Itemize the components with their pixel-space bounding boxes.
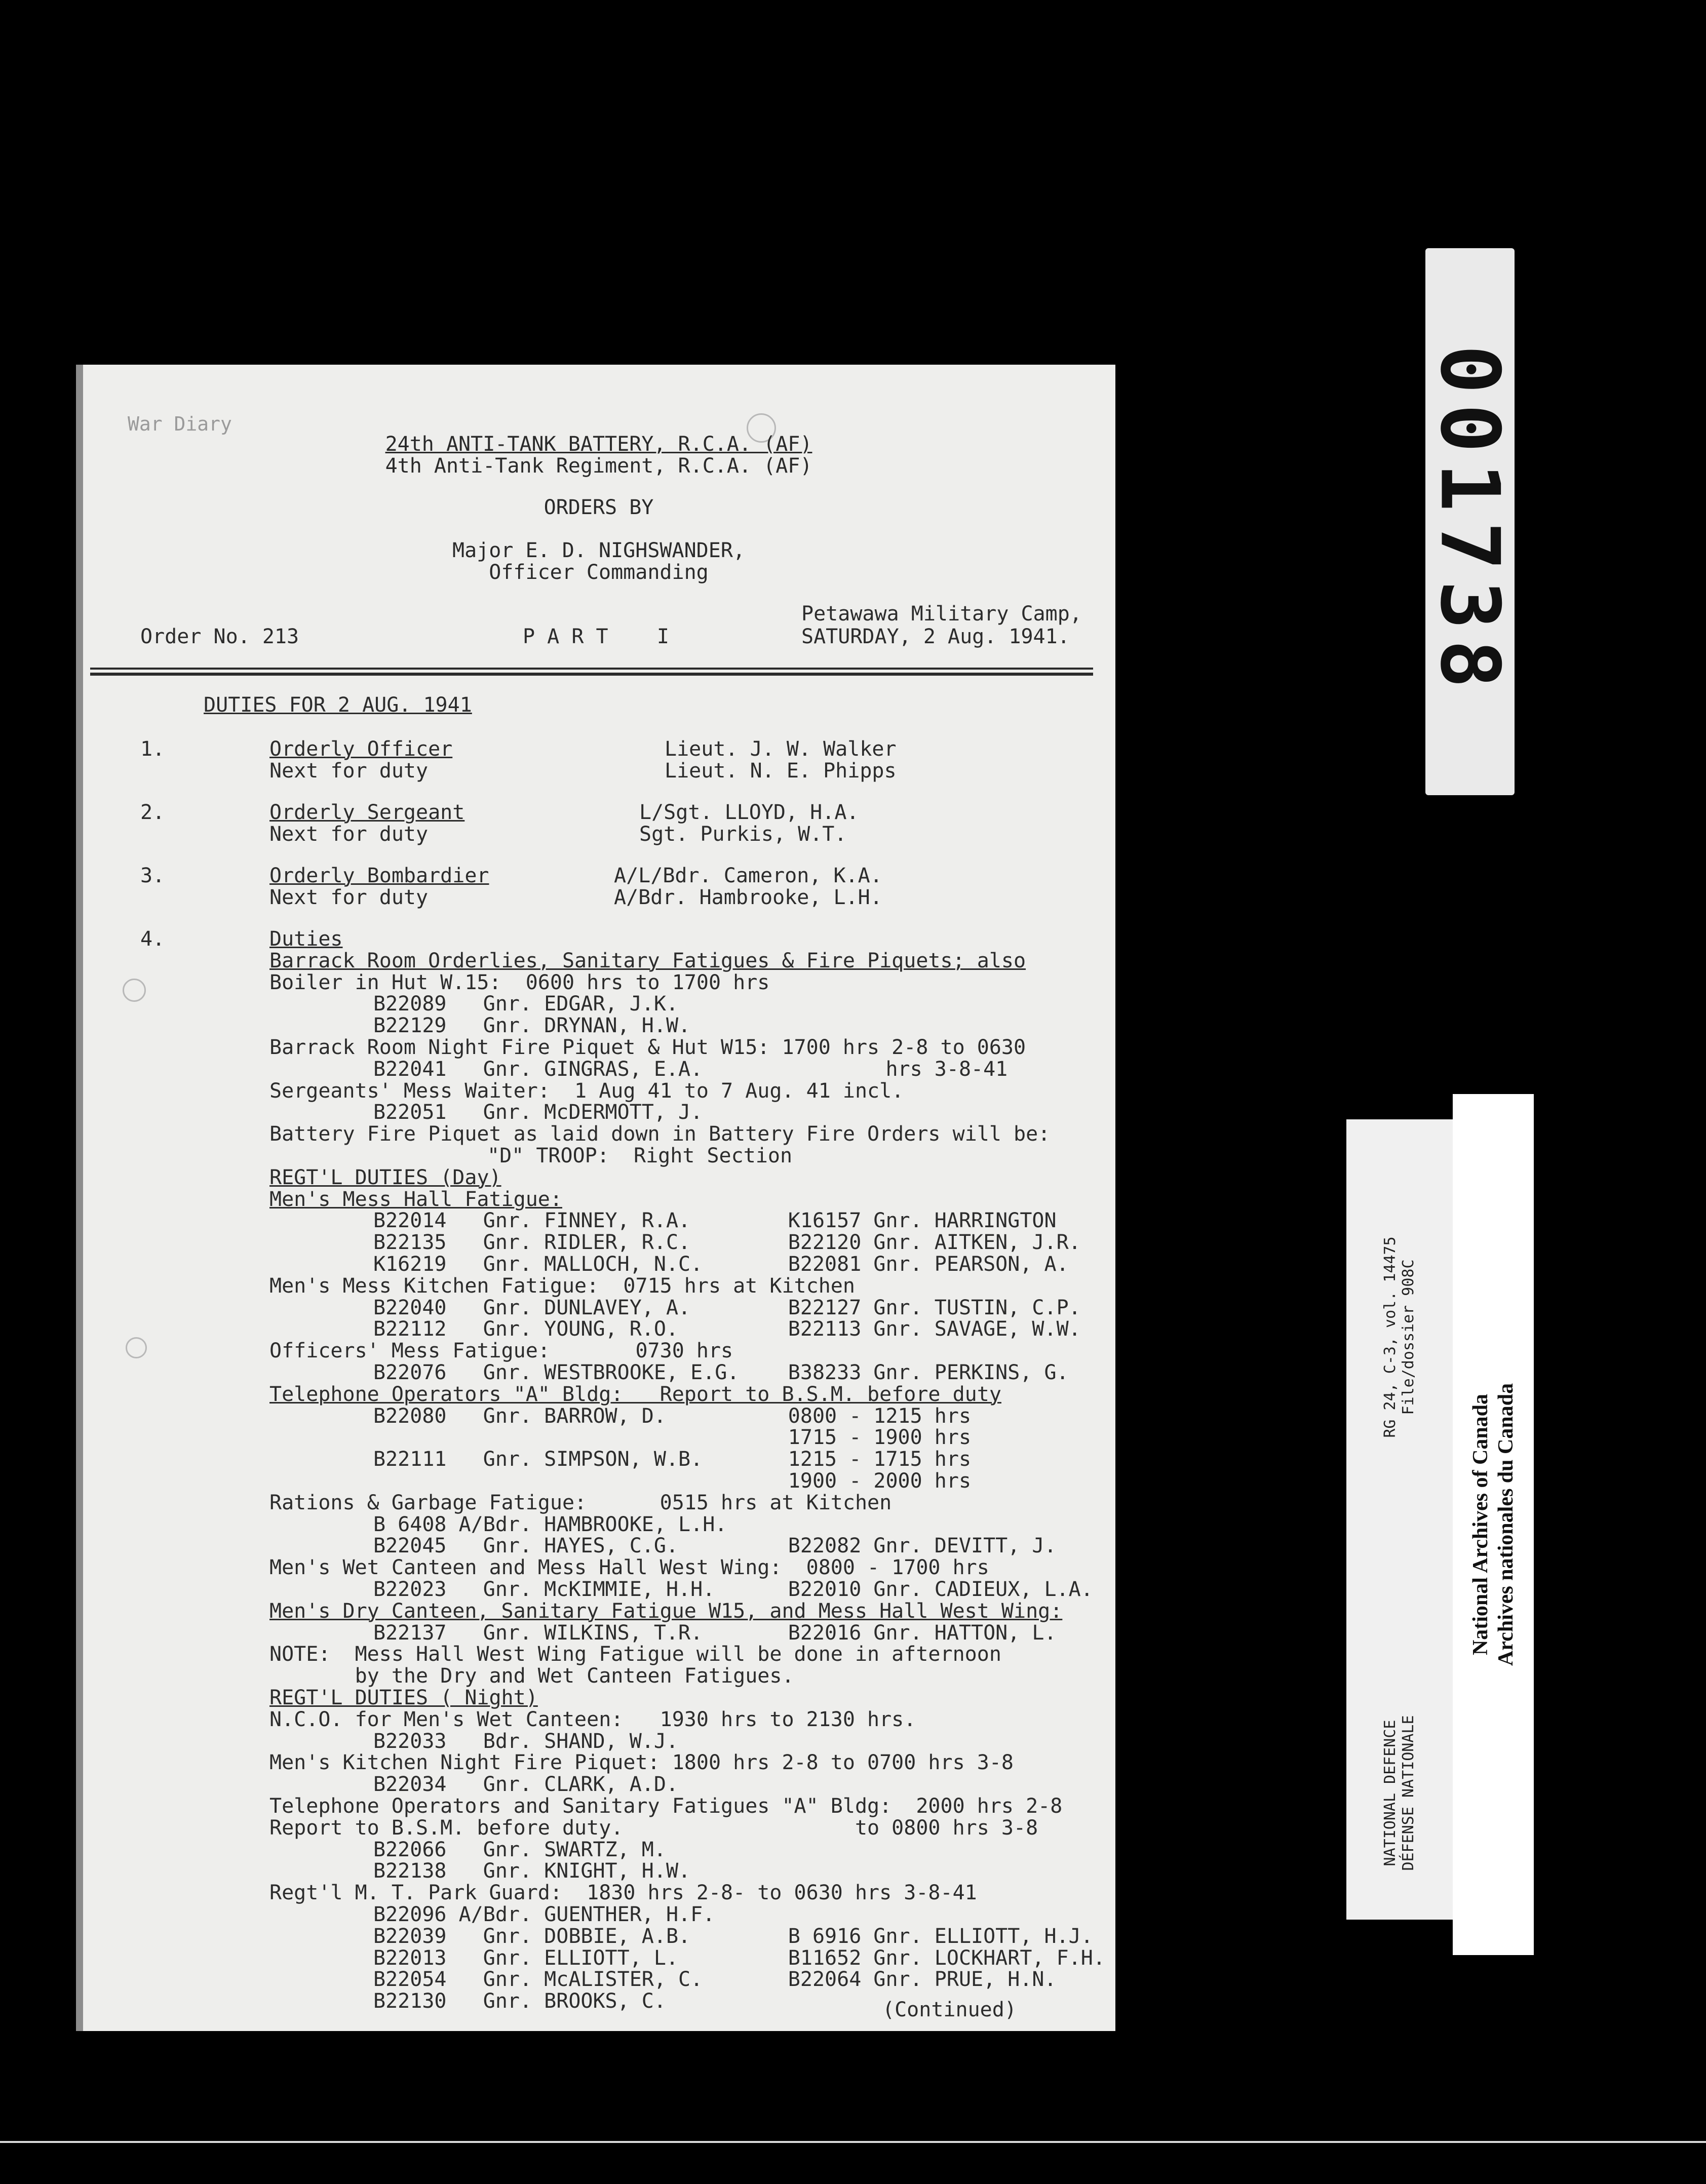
item-next-name: Sgt. Purkis, W.T. [639,823,847,846]
place: Petawawa Military Camp, [801,602,1082,626]
order-date: SATURDAY, 2 Aug. 1941. [801,625,1070,648]
item-name: A/L/Bdr. Cameron, K.A. [614,864,882,887]
duty-line: Men's Mess Hall Fatigue: [269,1188,562,1211]
frame-number: 001738 [1422,345,1518,698]
duty-line: B22045 Gnr. HAYES, C.G. B22082 Gnr. DEVITT, J. [373,1534,1057,1557]
duty-line: B22096 A/Bdr. GUENTHER, H.F. [373,1903,715,1926]
duty-line: Barrack Room Night Fire Piquet & Hut W15: 1700 hrs 2-8 to 0630 [269,1036,1026,1059]
duty-line: B22041 Gnr. GINGRAS, E.A. hrs 3-8-41 [373,1058,1008,1081]
item-next-name: A/Bdr. Hambrooke, L.H. [614,886,882,909]
reference-line-1: RG 24, C-3, vol. 14475 [1381,1236,1399,1438]
duty-line: by the Dry and Wet Canteen Fatigues. [269,1664,794,1688]
archives-line-1: National Archives of Canada [1469,1393,1492,1656]
reference-line-2: File/dossier 908C [1400,1259,1417,1415]
duty-line: Men's Wet Canteen and Mess Hall West Wing: 0800 - 1700 hrs [269,1556,989,1579]
double-rule-bottom [90,673,1093,676]
duty-line: Sergeants' Mess Waiter: 1 Aug 41 to 7 Aug. 41 incl. [269,1079,904,1103]
officer-title: Officer Commanding [489,561,709,584]
duty-line: Battery Fire Piquet as laid down in Battery Fire Orders will be: [269,1122,1051,1146]
duty-line: B22023 Gnr. McKIMMIE, H.H. B22010 Gnr. CADIEUX, L.A. [373,1578,1093,1601]
part-label: P A R T I [523,625,669,648]
item-number: 2. [140,801,165,824]
duty-line: Telephone Operators and Sanitary Fatigues "A" Bldg: 2000 hrs 2-8 [269,1795,1063,1818]
duty-line: 1715 - 1900 hrs [373,1426,972,1449]
document-page [82,365,1115,2031]
duty-line: REGT'L DUTIES (Day) [269,1166,501,1189]
archives-name [1468,1383,1519,1666]
punch-hole-mark [126,1337,147,1358]
duty-line: B22039 Gnr. DOBBIE, A.B. B 6916 Gnr. ELLIOTT, H.J. [373,1925,1093,1948]
item-next-label: Next for duty [269,886,429,909]
item-number: 3. [140,864,165,887]
corner-note: War Diary [128,413,232,435]
duty-line: Barrack Room Orderlies, Sanitary Fatigues & Fire Piquets; also [269,949,1026,972]
duty-line: B22066 Gnr. SWARTZ, M. [373,1838,666,1861]
duty-line: B22111 Gnr. SIMPSON, W.B. 1215 - 1715 hrs [373,1448,972,1471]
item-next-label: Next for duty [269,759,429,783]
duty-line: B22014 Gnr. FINNEY, R.A. K16157 Gnr. HARRINGTON [373,1209,1057,1232]
duties-title: DUTIES FOR 2 AUG. 1941 [204,693,472,717]
duty-line: K16219 Gnr. MALLOCH, N.C. B22081 Gnr. PEARSON, A. [373,1253,1069,1276]
duty-line: B22135 Gnr. RIDLER, R.C. B22120 Gnr. AITKEN, J.R. [373,1231,1081,1254]
duty-line: Officers' Mess Fatigue: 0730 hrs [269,1339,733,1362]
duty-line: Rations & Garbage Fatigue: 0515 hrs at Kitchen [269,1491,892,1514]
duty-line: B22137 Gnr. WILKINS, T.R. B22016 Gnr. HATTON, L. [373,1621,1057,1645]
duty-line: REGT'L DUTIES ( Night) [269,1686,538,1709]
regiment-heading: 4th Anti-Tank Regiment, R.C.A. (AF) [385,454,812,478]
duty-line: Men's Kitchen Night Fire Piquet: 1800 hrs 2-8 to 0700 hrs 3-8 [269,1751,1014,1774]
archive-reference-label [1346,1119,1453,1920]
order-number: Order No. 213 [140,625,299,648]
duty-line: B22034 Gnr. CLARK, A.D. [373,1773,679,1796]
item-title: Orderly Sergeant [269,801,465,824]
item-title: Orderly Bombardier [269,864,489,887]
duty-line: B22130 Gnr. BROOKS, C. [373,1990,666,2013]
film-edge-line [0,2141,1706,2143]
duty-line: B22054 Gnr. McALISTER, C. B22064 Gnr. PRUE, H.N. [373,1968,1057,1991]
frame-number-stamp [1422,248,1518,795]
item-number: 1. [140,737,165,761]
duty-line: Telephone Operators "A" Bldg: Report to B.S.M. before duty [269,1383,1001,1406]
punch-hole-mark [123,979,146,1002]
department-line-2: DÉFENSE NATIONALE [1400,1715,1417,1871]
national-archives-label [1453,1094,1534,1955]
duty-line: Boiler in Hut W.15: 0600 hrs to 1700 hrs [269,971,770,994]
archives-line-2: Archives nationales du Canada [1494,1383,1518,1666]
continued-note: (Continued) [882,1998,1017,2021]
duty-line: B22051 Gnr. McDERMOTT, J. [373,1101,703,1124]
page-edge-shadow [76,365,83,2031]
duty-line: B22076 Gnr. WESTBROOKE, E.G. B38233 Gnr. PERKINS, G. [373,1361,1069,1384]
duty-line: Men's Dry Canteen, Sanitary Fatigue W15, and Mess Hall West Wing: [269,1600,1063,1623]
duty-line: B22112 Gnr. YOUNG, R.O. B22113 Gnr. SAVAGE, W.W. [373,1317,1081,1341]
department-name [1381,1715,1418,1870]
item-name: Lieut. J. W. Walker [665,737,897,761]
department-line-1: NATIONAL DEFENCE [1381,1720,1399,1866]
item-title: Orderly Officer [269,737,453,761]
duty-line: B22033 Bdr. SHAND, W.J. [373,1730,679,1753]
duty-line: Report to B.S.M. before duty. to 0800 hrs 3-8 [269,1816,1038,1840]
duty-line: B22013 Gnr. ELLIOTT, L. B11652 Gnr. LOCKHART, F.H. [373,1946,1105,1970]
duty-line: B22080 Gnr. BARROW, D. 0800 - 1215 hrs [373,1405,972,1428]
duty-line: B22040 Gnr. DUNLAVEY, A. B22127 Gnr. TUSTIN, C.P. [373,1296,1081,1319]
officer-name: Major E. D. NIGHSWANDER, [452,539,745,562]
double-rule-top [90,668,1093,670]
duty-line: 1900 - 2000 hrs [373,1469,972,1493]
duty-line: Regt'l M. T. Park Guard: 1830 hrs 2-8- to 0630 hrs 3-8-41 [269,1881,977,1904]
item-next-name: Lieut. N. E. Phipps [665,759,897,783]
duty-line: "D" TROOP: Right Section [487,1144,793,1167]
orders-by: ORDERS BY [544,496,654,519]
duty-line: B 6408 A/Bdr. HAMBROOKE, L.H. [373,1513,727,1536]
duty-line: Men's Mess Kitchen Fatigue: 0715 hrs at Kitchen [269,1274,855,1298]
item-next-label: Next for duty [269,823,429,846]
archive-reference [1381,1236,1418,1437]
duty-line: NOTE: Mess Hall West Wing Fatigue will be done in afternoon [269,1643,1001,1666]
duty-line: B22089 Gnr. EDGAR, J.K. [373,992,679,1016]
item-number: 4. [140,927,165,951]
unit-heading: 24th ANTI-TANK BATTERY, R.C.A. (AF) [385,433,812,456]
duty-line: B22138 Gnr. KNIGHT, H.W. [373,1859,691,1883]
duty-line: Duties [269,927,343,951]
duty-line: N.C.O. for Men's Wet Canteen: 1930 hrs to 2130 hrs. [269,1708,916,1731]
item-name: L/Sgt. LLOYD, H.A. [639,801,859,824]
duty-line: B22129 Gnr. DRYNAN, H.W. [373,1014,691,1037]
